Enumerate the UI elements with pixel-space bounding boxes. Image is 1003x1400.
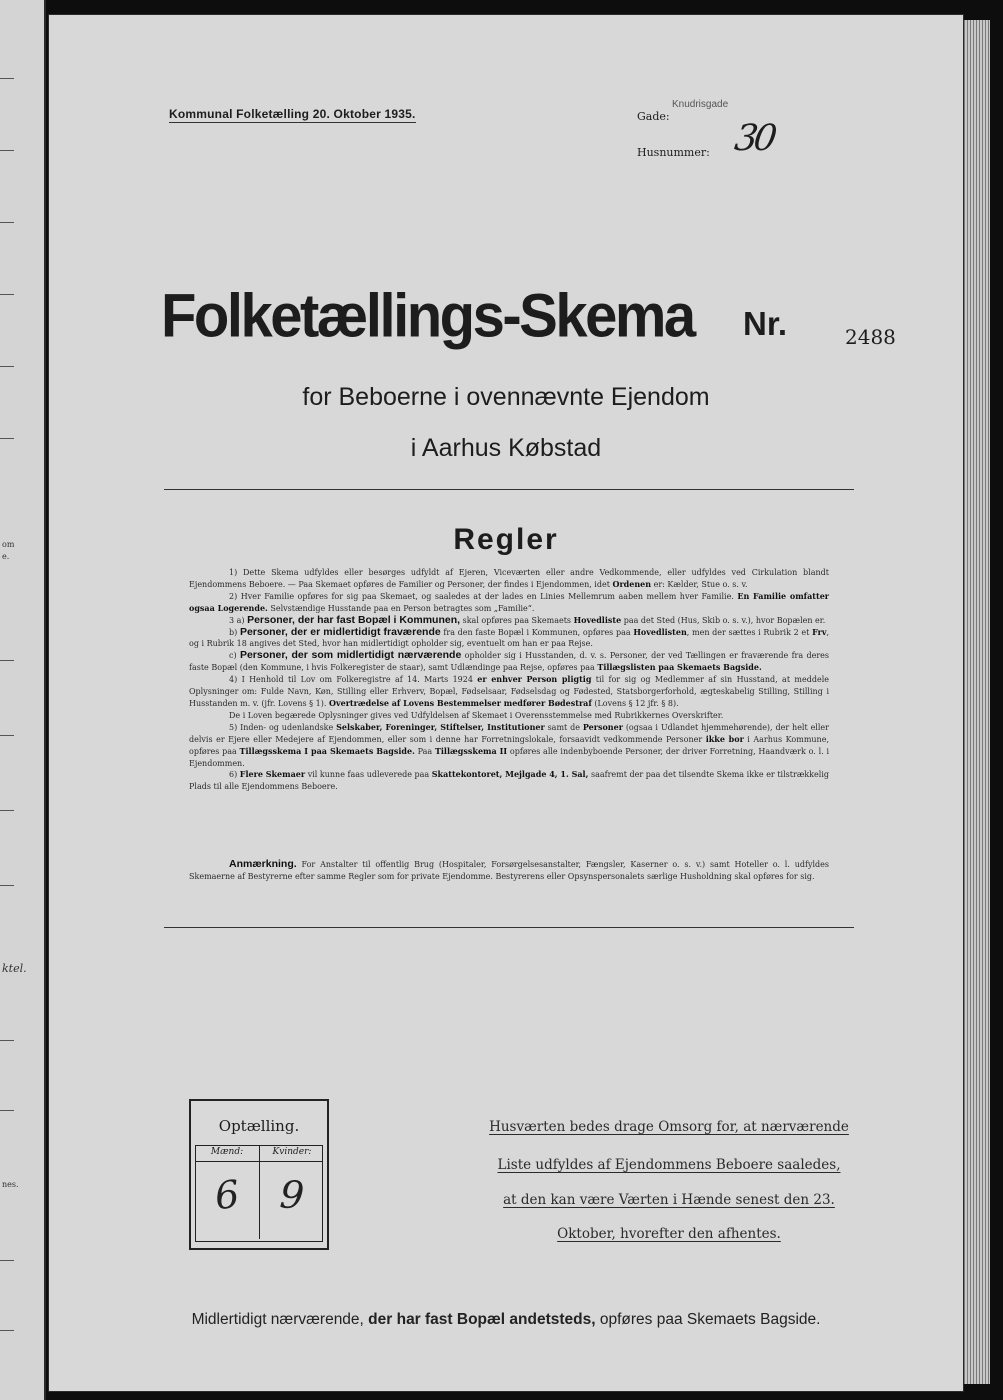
margin-fragment: nes.: [2, 1180, 19, 1189]
ruling-line: [0, 1260, 14, 1261]
divider: [164, 489, 854, 490]
rule-4-note: De i Loven begærede Oplysninger gives ved Udfyldelsen af Skemaet i Overensstemmelse med Rubrikkernes Overskrifter.: [229, 710, 724, 720]
rule-5: 5) Inden- og udenlandske Selskaber, Foreninger, Stiftelser, Institutioner samt de Personer (ogsaa i Udlandet hjemmehørende), der helt eller delvis er Ejere eller Medejere af Ejendommen, eller som i denne har Forretningslokale, forsaavidt vedkommende Personer ikke bor i Aarhus Kommune, opføres paa Tillægsskema I paa Skemaets Bagside. Paa Tillægsskema II opføres alle indenbyboende Personer, der driver Forretning, Haandværk o. l. i Ejendommen.: [189, 721, 830, 768]
rule-1: 1) Dette Skema udfyldes eller besørges udfyldt af Ejeren, Viceværten eller andre Vedkommende, eller udfyldes ved Cirkulation blandt Ejendommens Beboere. — Paa Skemaet opføres de Familier og Personer, der findes i Ejendommen, idet Ordenen er: Kælder, Stue o. s. v.: [189, 568, 829, 589]
house-number-label: Husnummer:: [637, 146, 710, 159]
ruling-line: [0, 78, 14, 79]
landlord-instruction-line: Husværten bedes drage Omsorg for, at nærværende: [489, 1119, 849, 1135]
page-stack-edge: [962, 20, 990, 1384]
rule-2: 2) Hver Familie opføres for sig paa Skemaet, og saaledes at der lades en Linies Mellemrum aaben mellem hver Familie. En Familie omfatter ogsaa Logerende. Selvstændige Husstande paa en Person betragtes som „Familie“.: [189, 590, 830, 613]
form-number-value: 2488: [845, 325, 896, 349]
ruling-line: [0, 1330, 14, 1331]
ruling-line: [0, 1110, 14, 1111]
landlord-instruction-line: Oktober, hvorefter den afhentes.: [557, 1226, 781, 1242]
rule-4: 4) I Henhold til Lov om Folkeregistre af 14. Marts 1924 er enhver Person pligtig til for sig og Medlemmer af sin Husstand, at meddele Oplysninger om: Fulde Navn, Køn, Stilling eller Erhverv, Bopæl, Fødselsaar, Fødselsdag og Fødested, Statsborgerforhold, ægteskabelig Stilling, Stilling i Husstanden m. v. (jfr. Lovens § 1). Overtrædelse af Lovens Bestemmelser medfører Bødestraf (Lovens § 12 jfr. § 8).: [189, 674, 829, 708]
census-form-page: [48, 14, 964, 1392]
margin-fragment: ktel.: [2, 962, 27, 975]
landlord-instruction-line: at den kan være Værten i Hænde senest den 23.: [503, 1192, 835, 1208]
count-box: [189, 1099, 329, 1250]
remark-heading: Anmærkning.: [229, 858, 297, 870]
margin-fragment: om: [2, 540, 15, 549]
women-label: Kvinder:: [272, 1147, 312, 1157]
form-number-label: Nr.: [743, 305, 788, 342]
ruling-line: [0, 735, 14, 736]
rule-3b: b) Personer, der er midlertidigt fraværende fra den faste Bopæl i Kommunen, opføres paa Hovedlisten, men der sættes i Rubrik 2 et Frv, og i Rubrik 18 angives det Sted, hvor han midlertidigt opholder sig, eventuelt om han er paa Rejse.: [189, 625, 830, 649]
men-label: Mænd:: [210, 1147, 244, 1157]
landlord-instruction-line: Liste udfyldes af Ejendommens Beboere saaledes,: [497, 1157, 841, 1173]
ruling-line: [0, 1040, 14, 1041]
margin-fragment: e.: [2, 552, 10, 561]
rules-heading: Regler: [453, 523, 559, 556]
ruling-line: [0, 366, 14, 367]
ruling-line: [0, 222, 14, 223]
ruling-line: [0, 885, 14, 886]
rule-6: 6) Flere Skemaer vil kunne faas udleverede paa Skattekontoret, Mejlgade 4, 1. Sal, saafremt der paa det tilsendte Skema ikke er tilstrækkelig Plads til alle Ejendommens Beboere.: [189, 769, 830, 792]
women-count: 9: [278, 1172, 306, 1218]
ruling-line: [0, 294, 14, 295]
men-count: 6: [212, 1171, 242, 1219]
rule-3c: c) Personer, der som midlertidigt nærværende opholder sig i Husstanden, d. v. s. Personer, der ved Tællingen er fraværende fra deres faste Bopæl (den Kommune, i hvis Folkeregister de staar), samt Udlændinge paa Rejse, opføres paa Tillægslisten paa Skemaets Bagside.: [189, 649, 829, 673]
count-title: Optælling.: [218, 1117, 300, 1135]
ruling-line: [0, 810, 14, 811]
ruling-line: [0, 438, 14, 439]
house-number-value: 30: [732, 118, 776, 159]
census-header-line: Kommunal Folketælling 20. Oktober 1935.: [169, 107, 416, 121]
rule-3a: 3 a) Personer, der har fast Bopæl i Kommunen, skal opføres paa Skemaets Hovedliste paa det Sted (Hus, Skib o. s. v.), hvor Bopælen er.: [229, 613, 826, 626]
remark-text: For Anstalter til offentlig Brug (Hospitaler, Forsørgelsesanstalter, Fængsler, Kaserner o. s. v.) samt Hoteller o. l. udfyldes Skemaerne af Bestyrerne efter samme Regler som for private Ejendomme. Bestyrerens eller Opsynspersonalets særlige Husholdning skal opføres for sig.: [189, 860, 829, 881]
ruling-line: [0, 150, 14, 151]
form-subtitle: for Beboerne i ovennævnte Ejendom: [302, 383, 710, 411]
ruling-line: [0, 660, 14, 661]
street-label: Gade:: [637, 110, 670, 123]
divider: [164, 927, 854, 928]
street-value: Knudrisgade: [672, 99, 729, 110]
remark-paragraph: [189, 859, 829, 883]
form-title: Folketællings-Skema: [161, 282, 694, 351]
rules-text: [189, 567, 829, 793]
form-subtitle-city: i Aarhus Købstad: [410, 434, 602, 462]
adjacent-page-strip: [0, 0, 46, 1400]
footer-note: Midlertidigt nærværende, der har fast Bopæl andetsteds, opføres paa Skemaets Bagside.: [191, 1311, 821, 1328]
